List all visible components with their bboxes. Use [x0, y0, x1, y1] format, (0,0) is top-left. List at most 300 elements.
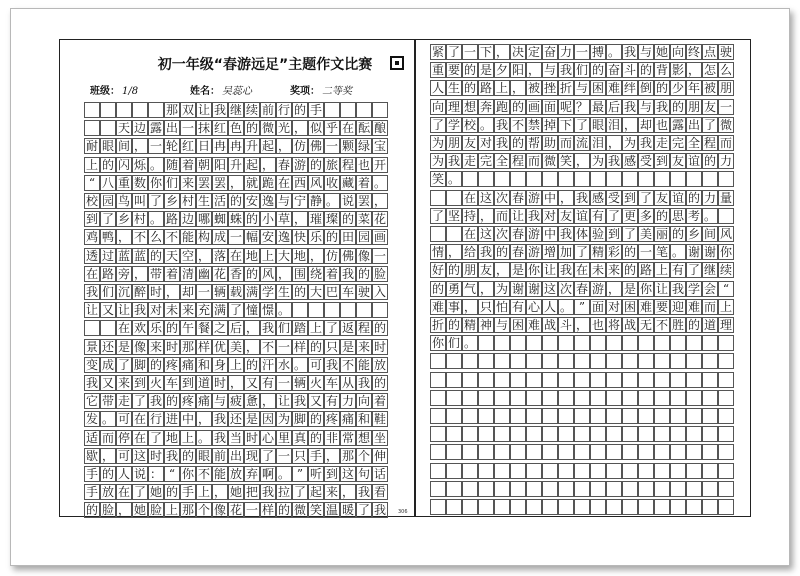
grid-cell: 一 [181, 121, 194, 136]
grid-cell: 我 [671, 281, 684, 296]
grid-cell: 放 [229, 467, 242, 481]
grid-cell: 也 [357, 157, 370, 172]
grid-cell: ， [245, 321, 258, 336]
grid-cell [542, 463, 558, 479]
grid-cell [494, 408, 510, 424]
grid-cell: 过 [101, 248, 114, 263]
grid-cell: 出 [229, 448, 242, 463]
grid-cell: 后 [607, 99, 620, 114]
grid-cell: ， [261, 394, 274, 409]
grid-cell [430, 444, 446, 460]
grid-cell: 来 [181, 175, 194, 190]
grid-cell: ， [101, 448, 114, 463]
grid-cell: 了 [431, 208, 444, 223]
grid-cell: 一 [325, 139, 338, 154]
grid-cell: 上 [181, 430, 194, 445]
grid-cell: 。 [479, 117, 492, 132]
grid-cell: 的 [101, 157, 114, 172]
grid-cell [526, 408, 542, 424]
grid-cell: 落 [213, 248, 226, 263]
grid-cell: 了 [149, 194, 162, 208]
grid-cell [558, 390, 574, 406]
grid-cell: 完 [479, 154, 492, 169]
grid-cell: 了 [687, 263, 700, 278]
grid-cell: 样 [197, 339, 210, 354]
grid-cell: 增 [543, 245, 556, 260]
grid-cell [718, 481, 734, 497]
grid-cell: 火 [309, 376, 322, 390]
grid-cell: 折 [431, 318, 444, 332]
grid-cell [340, 302, 356, 318]
grid-cell: 踏 [293, 321, 306, 336]
grid-cell: 了 [623, 227, 636, 241]
grid-cell: 友 [671, 154, 684, 169]
grid-cell [526, 390, 542, 406]
grid-cell: 的 [165, 321, 178, 336]
grid-cell: 的 [229, 194, 242, 208]
grid-cell: 要 [447, 63, 460, 78]
grid-cell: ， [527, 63, 540, 78]
grid-cell: 红 [181, 139, 194, 154]
grid-cell: 多 [639, 208, 652, 223]
grid-cell: 升 [245, 139, 258, 154]
grid-cell: 把 [245, 485, 258, 500]
grid-cell [462, 353, 478, 369]
grid-cell: 么 [149, 230, 162, 245]
grid-cell [606, 335, 622, 351]
grid-cell: 将 [607, 318, 620, 332]
grid-cell: 。 [325, 194, 338, 208]
grid-cell: 到 [607, 227, 620, 241]
grid-cell: 的 [149, 248, 162, 263]
grid-cell [622, 353, 638, 369]
grid-cell: 了 [117, 357, 130, 372]
grid-cell: ， [687, 63, 700, 78]
grid-cell: 放 [373, 357, 386, 372]
grid-cell: 的 [181, 448, 194, 463]
grid-cell: 而 [527, 154, 540, 169]
grid-cell [494, 481, 510, 497]
grid-cell: 是 [117, 339, 130, 354]
grid-cell [372, 102, 388, 118]
grid-cell: 人 [117, 467, 130, 481]
grid-cell: 面 [543, 99, 556, 114]
grid-cell [462, 390, 478, 406]
grid-cell: 真 [293, 430, 306, 445]
grid-cell [622, 171, 638, 187]
grid-cell [494, 444, 510, 460]
grid-cell: 手 [309, 103, 322, 117]
grid-cell: 难 [431, 299, 444, 314]
grid-cell: 年 [687, 81, 700, 96]
grid-cell: 续 [719, 263, 732, 278]
grid-cell [574, 499, 590, 515]
grid-cell: 战 [623, 318, 636, 332]
grid-cell [542, 390, 558, 406]
grid-cell: 哪 [197, 212, 210, 227]
grid-cell: 鸟 [117, 194, 130, 208]
grid-cell [702, 408, 718, 424]
grid-cell: 天 [165, 248, 178, 263]
grid-cell: 时 [165, 339, 178, 354]
grid-cell [574, 171, 590, 187]
grid-cell [430, 499, 446, 515]
grid-cell: 面 [591, 299, 604, 314]
grid-cell: 被 [703, 81, 716, 96]
grid-cell: 能 [357, 357, 370, 372]
grid-cell: 胜 [671, 318, 684, 332]
grid-cell: ， [623, 117, 636, 132]
grid-cell: 啊 [261, 467, 274, 481]
grid-cell: 们 [101, 285, 114, 299]
grid-cell [462, 499, 478, 515]
grid-cell: 想 [357, 430, 370, 445]
grid-cell [718, 335, 734, 351]
grid-cell [526, 463, 542, 479]
grid-cell: 逸 [277, 230, 290, 245]
grid-cell [430, 390, 446, 406]
grid-cell: 我 [85, 285, 98, 299]
grid-cell: 坚 [447, 208, 460, 223]
grid-cell: 里 [277, 430, 290, 445]
grid-cell: 好 [431, 263, 444, 278]
grid-cell [702, 426, 718, 442]
grid-cell: 力 [703, 190, 716, 205]
grid-cell [686, 481, 702, 497]
grid-cell [670, 499, 686, 515]
grid-cell [494, 390, 510, 406]
grid-cell: 的 [245, 212, 258, 227]
grid-cell [686, 499, 702, 515]
grid-cell: 我 [213, 430, 226, 445]
grid-cell: 被 [527, 81, 540, 96]
grid-cell: 。 [671, 245, 684, 260]
grid-cell: 带 [149, 266, 162, 281]
grid-cell: 的 [309, 412, 322, 427]
grid-cell: 村 [133, 212, 146, 227]
grid-cell [478, 481, 494, 497]
grid-cell: 看 [373, 485, 386, 500]
grid-cell: 有 [511, 299, 524, 314]
grid-cell: 我 [133, 303, 146, 318]
grid-cell: 丽 [655, 227, 668, 241]
grid-cell [686, 390, 702, 406]
grid-cell: 边 [181, 212, 194, 227]
grid-cell: 的 [165, 485, 178, 500]
grid-cell [574, 481, 590, 497]
grid-cell [638, 171, 654, 187]
grid-cell [670, 353, 686, 369]
grid-cell [670, 171, 686, 187]
grid-cell: 继 [229, 103, 242, 117]
grid-cell: 边 [133, 121, 146, 136]
grid-cell: 美 [639, 227, 652, 241]
grid-cell: 有 [591, 208, 604, 223]
grid-cell: 们 [447, 336, 460, 351]
grid-cell [510, 499, 526, 515]
grid-cell: 痛 [197, 394, 210, 409]
grid-cell: 到 [325, 467, 338, 481]
grid-cell: 因 [261, 412, 274, 427]
grid-cell: 不 [197, 467, 210, 481]
grid-cell: 时 [373, 339, 386, 354]
grid-cell: 路 [165, 212, 178, 227]
grid-cell: “ [84, 175, 100, 191]
grid-cell [84, 120, 100, 136]
grid-cell: 的 [671, 99, 684, 114]
grid-cell [542, 408, 558, 424]
grid-cell: 游 [527, 190, 540, 205]
grid-cell: 气 [463, 281, 476, 296]
grid-cell: 的 [687, 190, 700, 205]
grid-cell [510, 335, 526, 351]
grid-cell: 力 [341, 394, 354, 409]
grid-cell: 辆 [213, 285, 226, 299]
grid-cell: 的 [655, 208, 668, 223]
grid-cell: 微 [543, 154, 556, 169]
grid-cell [510, 408, 526, 424]
grid-cell: 让 [117, 303, 130, 318]
grid-cell: ， [479, 281, 492, 296]
grid-cell [84, 320, 100, 336]
grid-cell: 中 [543, 227, 556, 241]
grid-cell [446, 226, 462, 242]
grid-cell [478, 426, 494, 442]
class-value: 1/8 [122, 86, 139, 97]
grid-cell: 车 [341, 285, 354, 299]
grid-cell: 伸 [373, 448, 386, 463]
grid-cell: 冉 [213, 139, 226, 154]
grid-cell: 了 [431, 117, 444, 132]
grid-cell: 力 [719, 154, 732, 169]
grid-cell: 我 [293, 394, 306, 409]
grid-cell: 掉 [543, 117, 556, 132]
grid-cell [702, 481, 718, 497]
grid-cell: 驶 [357, 285, 370, 299]
grid-cell: 向 [357, 394, 370, 409]
grid-cell: 阳 [511, 63, 524, 78]
grid-cell [462, 408, 478, 424]
grid-cell [686, 171, 702, 187]
grid-cell: 地 [245, 248, 258, 263]
grid-cell [670, 390, 686, 406]
grid-cell [638, 481, 654, 497]
grid-cell: 园 [357, 230, 370, 245]
grid-cell: 一 [197, 285, 210, 299]
grid-cell: 这 [543, 281, 556, 296]
grid-cell: 随 [165, 157, 178, 172]
grid-cell: 了 [575, 117, 588, 132]
grid-cell: ， [245, 339, 258, 354]
grid-cell: 车 [325, 376, 338, 390]
grid-cell: 温 [325, 503, 338, 518]
grid-cell: 验 [591, 227, 604, 241]
grid-cell: 了 [133, 394, 146, 409]
grid-cell: 与 [639, 45, 652, 59]
grid-cell: 这 [479, 190, 492, 205]
grid-cell: 这 [341, 467, 354, 481]
grid-cell: 了 [575, 245, 588, 260]
grid-cell [494, 463, 510, 479]
grid-cell: 那 [181, 503, 194, 518]
grid-cell: 样 [293, 339, 306, 354]
grid-cell: 歇 [85, 448, 98, 463]
grid-cell: ， [165, 285, 178, 299]
grid-cell [558, 463, 574, 479]
grid-cell: ， [133, 266, 146, 281]
grid-cell: 走 [463, 154, 476, 169]
grid-cell: 在 [341, 121, 354, 136]
grid-cell [622, 408, 638, 424]
grid-cell [356, 302, 372, 318]
grid-cell: 蛛 [229, 212, 242, 227]
grid-cell [638, 353, 654, 369]
grid-cell [622, 463, 638, 479]
grid-cell: 手 [85, 467, 98, 481]
grid-cell: 春 [575, 281, 588, 296]
grid-cell: 辆 [293, 376, 306, 390]
grid-cell [654, 463, 670, 479]
grid-cell: 颗 [341, 139, 354, 154]
grid-cell [590, 481, 606, 497]
grid-cell: 我 [575, 190, 588, 205]
grid-cell: 鸭 [101, 230, 114, 245]
grid-cell [702, 353, 718, 369]
grid-cell: 坐 [373, 430, 386, 445]
grid-cell: “ [718, 281, 734, 297]
grid-cell: 学 [447, 117, 460, 132]
grid-cell: 带 [101, 394, 114, 409]
grid-cell: 非 [325, 430, 338, 445]
grid-cell [478, 408, 494, 424]
grid-cell: 和 [197, 357, 210, 372]
grid-cell: 透 [85, 248, 98, 263]
grid-cell [542, 372, 558, 388]
grid-cell: 奋 [607, 63, 620, 78]
grid-cell: 全 [495, 154, 508, 169]
grid-cell: 可 [309, 357, 322, 372]
grid-cell: 程 [703, 136, 716, 150]
grid-cell: 句 [357, 467, 370, 481]
grid-cell: 泪 [591, 136, 604, 150]
grid-cell: 我 [213, 103, 226, 117]
grid-cell [622, 426, 638, 442]
grid-cell [478, 171, 494, 187]
grid-cell [654, 353, 670, 369]
grid-cell: 能 [181, 230, 194, 245]
grid-cell [654, 481, 670, 497]
grid-cell [686, 335, 702, 351]
grid-cell: 谢 [687, 245, 700, 260]
grid-cell: 程 [511, 154, 524, 169]
grid-cell [510, 444, 526, 460]
grid-cell: 量 [719, 190, 732, 205]
grid-cell: 入 [373, 285, 386, 299]
grid-cell: 在 [133, 430, 146, 445]
grid-cell: 脸 [101, 503, 114, 518]
grid-cell [430, 372, 446, 388]
grid-cell [462, 171, 478, 187]
grid-cell: 定 [527, 45, 540, 59]
grid-cell [446, 353, 462, 369]
grid-cell: 了 [149, 430, 162, 445]
grid-cell: 上 [655, 263, 668, 278]
grid-cell: 奋 [543, 45, 556, 59]
grid-cell: 呢 [559, 99, 572, 114]
grid-cell [590, 171, 606, 187]
grid-cell: 精 [463, 318, 476, 332]
grid-cell: 生 [197, 194, 210, 208]
grid-cell [446, 390, 462, 406]
grid-cell: 彩 [607, 245, 620, 260]
grid-cell: ， [607, 281, 620, 296]
grid-cell: 谢 [527, 281, 540, 296]
grid-cell: 欢 [133, 321, 146, 336]
grid-cell: 全 [687, 136, 700, 150]
grid-cell: ， [117, 503, 130, 518]
grid-cell [446, 190, 462, 206]
grid-cell: 旁 [117, 266, 130, 281]
grid-cell: 游 [293, 157, 306, 172]
grid-cell: 旅 [325, 157, 338, 172]
grid-cell: 还 [101, 339, 114, 354]
grid-cell: 返 [341, 321, 354, 336]
grid-cell: 点 [703, 45, 716, 59]
grid-cell [686, 408, 702, 424]
grid-cell: 璨 [325, 212, 338, 227]
grid-cell: 露 [671, 117, 684, 132]
grid-cell: 鸡 [85, 230, 98, 245]
grid-cell [606, 444, 622, 460]
grid-cell: 是 [245, 412, 258, 427]
grid-cell: 手 [181, 485, 194, 500]
grid-cell: 眼 [101, 139, 114, 154]
grid-cell [574, 463, 590, 479]
grid-cell: 来 [117, 376, 130, 390]
grid-cell: 疲 [229, 394, 242, 409]
grid-cell: 到 [133, 376, 146, 390]
grid-cell: 我 [639, 136, 652, 150]
scanned-sheet [10, 8, 790, 566]
grid-cell [542, 481, 558, 497]
grid-cell [526, 372, 542, 388]
grid-cell: 这 [133, 448, 146, 463]
grid-cell: 让 [277, 394, 290, 409]
grid-cell: 而 [559, 136, 572, 150]
grid-cell: 罢 [197, 175, 210, 190]
grid-cell: 时 [149, 448, 162, 463]
grid-cell: 在 [575, 263, 588, 278]
grid-cell: 与 [543, 63, 556, 78]
grid-cell [622, 499, 638, 515]
grid-cell: 力 [559, 45, 572, 59]
grid-cell: 少 [671, 81, 684, 96]
grid-cell [462, 372, 478, 388]
grid-cell: 着 [373, 394, 386, 409]
grid-cell: 的 [85, 503, 98, 518]
grid-cell: 围 [293, 266, 306, 281]
grid-cell: ， [511, 81, 524, 96]
grid-cell: 疼 [181, 394, 194, 409]
grid-cell: 身 [213, 357, 226, 372]
essay-page-left [59, 39, 415, 517]
grid-cell: 了 [703, 117, 716, 132]
grid-cell [510, 481, 526, 497]
grid-cell: ， [117, 230, 130, 245]
grid-cell: 绿 [357, 139, 370, 154]
grid-cell: 火 [149, 376, 162, 390]
grid-cell: 我 [325, 357, 338, 372]
